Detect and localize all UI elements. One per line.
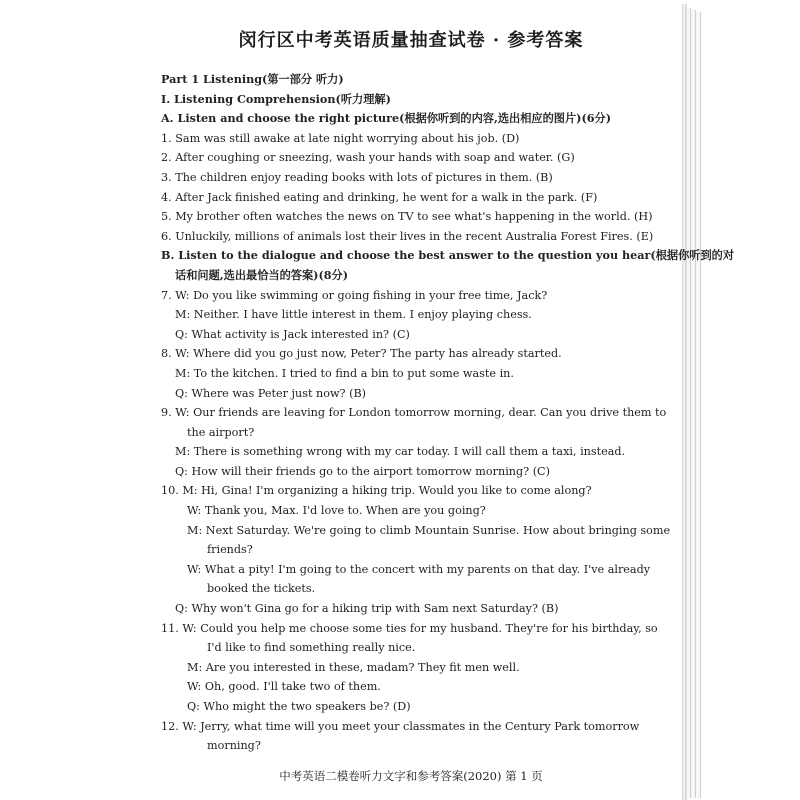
text-line: W: What a pity! I'm going to the concert with my parents on that day. I've already: [187, 562, 651, 576]
answer-content: [161, 70, 735, 756]
text-line: Q: What activity is Jack interested in? (C): [175, 327, 410, 341]
text-line: M: Neither. I have little interest in them. I enjoy playing chess.: [175, 308, 532, 322]
text-line: M: To the kitchen. I tried to find a bin to put some waste in.: [175, 366, 514, 380]
text-line: morning?: [207, 739, 261, 753]
text-line: A. Listen and choose the right picture(根据你听到的内容,选出相应的图片)(6分): [161, 111, 612, 126]
text-line: the airport?: [187, 425, 255, 439]
text-line: booked the tickets.: [207, 582, 316, 596]
text-line: W: Oh, good. I'll take two of them.: [187, 680, 381, 694]
page-footer: 中考英语二模卷听力文字和参考答案(2020) 第 1 页: [279, 769, 543, 783]
text-line: I. Listening Comprehension(听力理解): [161, 91, 391, 106]
text-line: M: Next Saturday. We're going to climb Mountain Sunrise. How about bringing some: [187, 523, 671, 537]
text-line: 2. After coughing or sneezing, wash your hands with soap and water. (G): [161, 151, 575, 165]
text-line: W: Thank you, Max. I'd love to. When are you going?: [187, 504, 486, 518]
text-line: 1. Sam was still awake at late night worrying about his job. (D): [161, 131, 520, 145]
text-line: B. Listen to the dialogue and choose the best answer to the question you hear(根据你听到的对: [161, 248, 735, 263]
text-line: 10. M: Hi, Gina! I'm organizing a hiking trip. Would you like to come along?: [161, 484, 592, 498]
text-line: M: There is something wrong with my car today. I will call them a taxi, instead.: [175, 445, 626, 459]
answer-sheet-page: [140, 4, 735, 800]
text-line: 4. After Jack finished eating and drinking, he went for a walk in the park. (F): [161, 190, 598, 204]
text-line: 5. My brother often watches the news on TV to see what's happening in the world. (H): [161, 210, 653, 224]
text-line: M: Are you interested in these, madam? They fit men well.: [187, 660, 520, 674]
text-line: 9. W: Our friends are leaving for London tomorrow morning, dear. Can you drive them to: [161, 406, 667, 420]
text-line: friends?: [207, 543, 253, 557]
text-line: 11. W: Could you help me choose some ties for my husband. They're for his birthday, so: [161, 621, 658, 635]
text-line: 7. W: Do you like swimming or going fishing in your free time, Jack?: [161, 288, 548, 302]
text-line: Q: Why won't Gina go for a hiking trip with Sam next Saturday? (B): [175, 602, 559, 616]
text-line: Q: Where was Peter just now? (B): [175, 386, 367, 400]
text-line: Q: How will their friends go to the airport tomorrow morning? (C): [175, 464, 550, 478]
text-line: 8. W: Where did you go just now, Peter? The party has already started.: [161, 347, 562, 361]
text-line: 6. Unluckily, millions of animals lost their lives in the recent Australia Forest Fires. (E): [161, 229, 654, 243]
text-line: Q: Who might the two speakers be? (D): [187, 700, 411, 713]
text-line: I'd like to find something really nice.: [207, 641, 416, 655]
text-line: 3. The children enjoy reading books with lots of pictures in them. (B): [161, 170, 553, 184]
text-line: 话和问题,选出最恰当的答案)(8分): [175, 267, 348, 282]
page-title: 闵行区中考英语质量抽查试卷 · 参考答案: [238, 30, 584, 51]
text-line: 12. W: Jerry, what time will you meet your classmates in the Century Park tomorrow: [161, 719, 640, 733]
text-line: Part 1 Listening(第一部分 听力): [161, 72, 344, 86]
